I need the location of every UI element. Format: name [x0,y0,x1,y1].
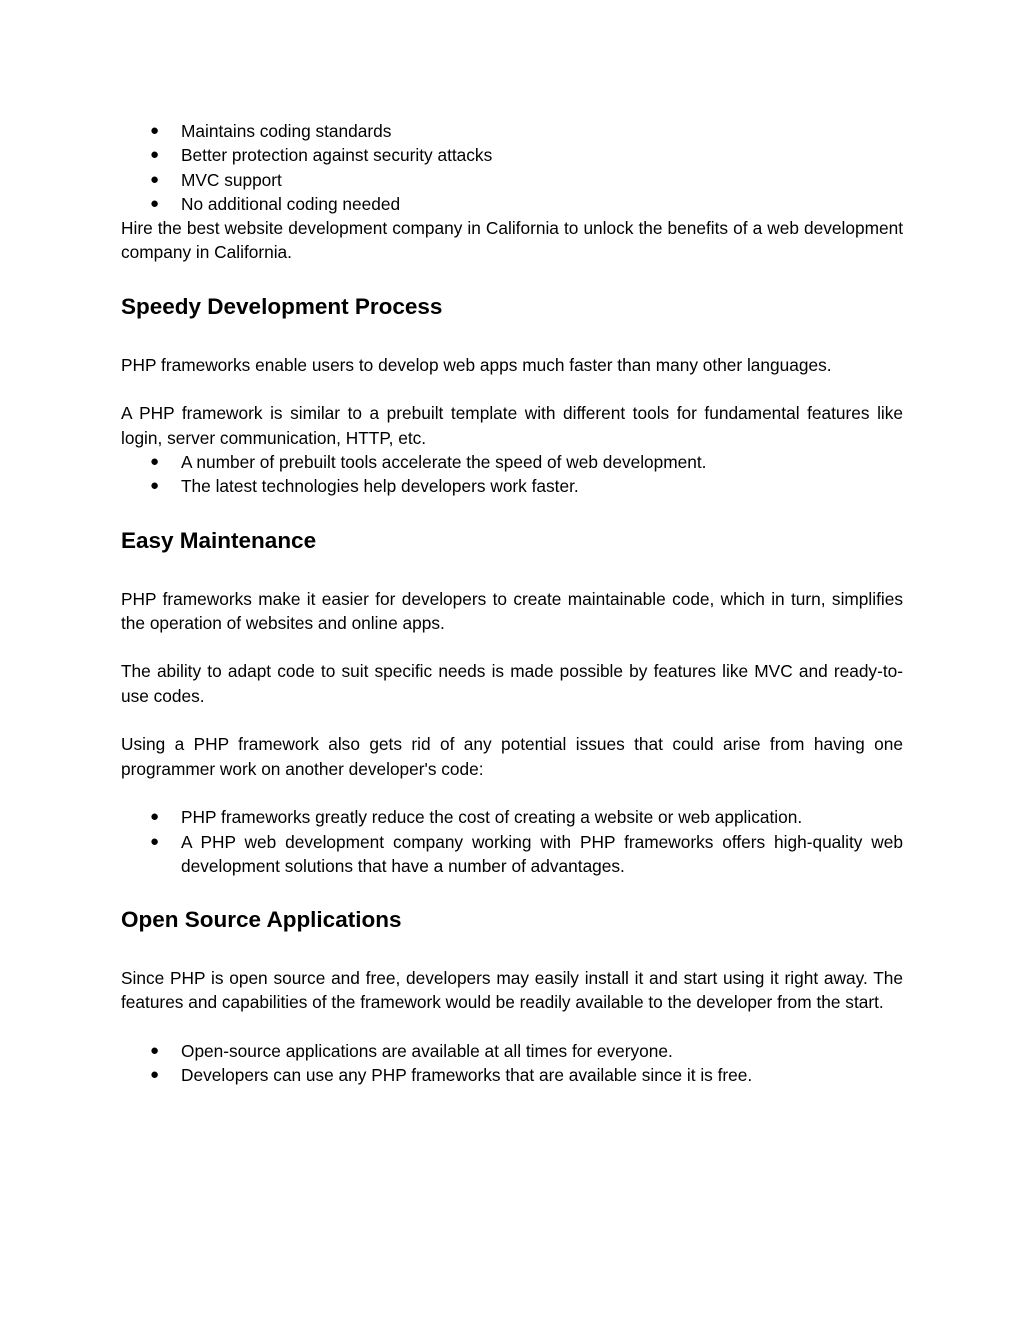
paragraph: A PHP framework is similar to a prebuilt template with different tools for fundamental features like login, server communication, HTTP, etc. [121,403,903,448]
bullet-icon: ● [150,1066,160,1084]
paragraph: Using a PHP framework also gets rid of any potential issues that could arise from having one programmer work on another developer's code: [121,734,903,779]
intro-paragraph: Hire the best website development company in California to unlock the benefits of a web development company in California. [121,218,903,263]
list-item: ● PHP frameworks greatly reduce the cost of creating a website or web application. [121,805,903,829]
list-item: ● The latest technologies help developers work faster. [121,474,903,498]
section-heading-opensource: Open Source Applications [121,907,402,933]
bullet-icon: ● [150,452,160,470]
bullet-icon: ● [150,477,160,495]
document-page [121,119,903,1088]
section-heading-speedy: Speedy Development Process [121,293,443,319]
bullet-icon: ● [150,1042,160,1060]
list-item: ● MVC support [121,168,903,192]
speedy-list [121,450,903,499]
opensource-list [121,1039,903,1088]
bullet-icon: ● [150,808,160,826]
paragraph: PHP frameworks enable users to develop web apps much faster than many other languages. [121,354,832,375]
bullet-icon: ● [150,832,160,850]
list-item: ● No additional coding needed [121,192,903,216]
section-heading-maintenance: Easy Maintenance [121,527,317,553]
list-item: ● Open-source applications are available at all times for everyone. [121,1039,903,1063]
list-item: ● Maintains coding standards [121,119,903,143]
list-item: ● A number of prebuilt tools accelerate the speed of web development. [121,450,903,474]
list-item: ● Developers can use any PHP frameworks that are available since it is free. [121,1063,903,1087]
intro-list [121,119,903,216]
list-item: ● A PHP web development company working with PHP frameworks offers high-quality web development solutions that have a number of advantages. [150,831,903,876]
list-item: ● Better protection against security attacks [121,143,903,167]
bullet-icon: ● [150,170,160,188]
maintenance-list [121,805,903,878]
bullet-icon: ● [150,146,160,164]
bullet-icon: ● [150,122,160,139]
paragraph: The ability to adapt code to suit specific needs is made possible by features like MVC and ready-to-use codes. [121,661,903,706]
paragraph: PHP frameworks make it easier for developers to create maintainable code, which in turn, simplifies the operation of websites and online apps. [121,588,903,633]
paragraph: Since PHP is open source and free, developers may easily install it and start using it right away. The features and capabilities of the framework would be readily available to the developer from the start. [121,968,903,1013]
bullet-icon: ● [150,194,160,212]
